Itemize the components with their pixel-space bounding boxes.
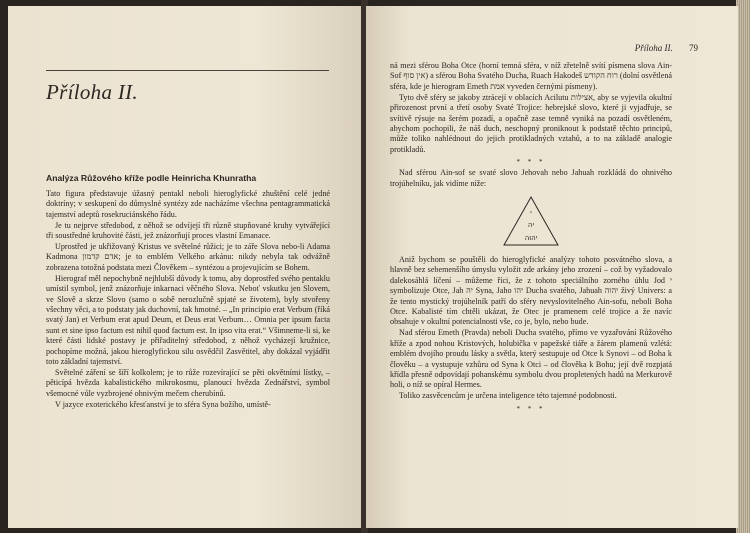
paragraph: Je tu nejprve středobod, z něhož se odvíjejí tři různě stupňované kruhy vytvářející tři soustředné kruhovité části, jež znázorňují proces vlastní Emanace. [46,220,330,241]
section-separator: * * * [516,404,546,413]
triangle-letter-yod: י [530,208,532,217]
left-body-text [46,189,330,410]
paragraph: Uprostřed je ukřižovaný Kristus ve světelné růžici; je to záře Slova nebo-li Adama Kadmona אדם קדמון; je to emblém Velkého arkánu: nikdy nebyla tak odvážně zobrazena totožná podstata mezi Člověkem – syntézou a projevujícím se Bohem. [46,242,330,272]
paragraph: Světelné záření se šíří kolkolem; je to růže rozevírající se pěti okvětními lístky, – pěticípá hvězda kabalistického mikrokosmu, planoucí hvězda Zednářství, symbol všemocné vůle vyzbrojené ohnivým mečem cherubínů. [46,367,330,398]
triangle-letter-yah: יה [527,220,535,229]
paragraph: Tyto dvě sféry se jakoby ztrácejí v oblacích Acilutu אצילות, aby se vyjevila okultní přirozenost první a třetí osoby Svaté Trojice: hebrejské slovo, které ji vyjadřuje, se svítivě rýsuje na šerém pozadí, a opačně zase temně vyniká na pozadí osvětleném, abychom pochopili, že náš duch, neschopný proniknout k podstatě těchto principů, může toliko nahlédnout do jejich protikladných vztahů, a to na základě analogie protikladů. [390,92,672,154]
page-number: 79 [689,43,698,53]
paragraph: Nad sférou Emeth (Pravda) neboli Ducha svatého, přímo ve vyzařování Růžového kříže a zpod nohou Kristových, holubička v papežské tiáře a žárem plamenů vzlétá: emblém dvojího proudu lásky a světla, který sestupuje od Otce k Synovi – od Boha k člověku – a vystupuje vzhůru od Syna k Otci – od člověka k Bohu; její dvě rozpjatá křídla přesně odpovídají pohanskému symbolu dvou propletených hadů na Merkurově holi, o níž se opíral Hermes. [390,328,672,390]
page-block-edge [736,0,750,533]
right-body-text [390,61,672,415]
left-page [8,6,363,528]
triangle-letter-yhwh: יהוה [524,233,538,242]
paragraph: Nad sférou Ain-sof se svaté slovo Jehovah nebo Jahuah rozkládá do ohnivého trojúhelníku, jak vidíme níže: [390,168,672,188]
paragraph: ná mezi sférou Boha Otce (horní temná sféra, v níž zřetelně svítí písmena slova Ain-Sof אין סוף) a sférou Boha Svatého Ducha, Ruach Hakodeš רוח הקודש (dolní osvětlená sféra, kde je hierogram Emeth אמת vyveden černými písmeny). [390,61,672,91]
running-head [635,43,698,53]
chapter-title: Příloha II. [46,80,138,104]
right-page [366,6,738,528]
paragraph: V jazyce exoterického křesťanství je to sféra Syna božího, umístě- [55,399,271,409]
section-heading: Analýza Růžového kříže podle Heinricha Khunratha [46,173,257,183]
triangle-figure [501,195,561,247]
paragraph: Tato figura představuje úžasný pentakl neboli hieroglyfické zhuštění celé jedné doktríny; v seskupení do důmyslné syntézy zde nacházíme všechna pentagrammatická tajemství adeptů rosekruciánského řádu. [46,189,330,219]
paragraph: Hierograf měl nepochybně nejhlubší důvody k tomu, aby doprostřed svého pentaklu umístil symbol, jenž znázorňuje inkarnaci věčného Slova. Neboť vskutku jen Slovem, ve Slově a skrze Slovo (samo o sobě nerozlučně spjaté se životem), byly stvořeny všechny věci, a to podstaty jak duchovní, tak hmotné. – „In principio erat Verbum (říká svatý Jan) et Verbum erat apud Deum, et Deus erat Verbum… Omnia per ipsum facta sunt et sine ipso factum est nihil quod factum est. In ipso vita erat.“ Všimneme-li si, ke které části lidské postavy je přiřaditelný středobod, z něhož vycházejí kružnice, pochopíme možná, jakou hieroglyfickou silu osvědčil Zasvětitel, aby dokázal vyjádřit toto základní tajemství. [46,273,330,366]
paragraph: Aniž bychom se pouštěli do hieroglyfické analýzy tohoto posvátného slova, a hlavně bez sebemenšího úmyslu vyložit zde arkány jeho zrození – což by vyžadovalo dalekosáhlá líčení – můžeme říci, že z tohoto speciálního zorného úhlu Jod י symbolizuje Otce, Jah יה Syna, Jaho יהו Ducha svatého, Jahuah יהוה živý Univers: a že tento mystický trojúhelník patří do sféry nevyslovitelného Ain-sofu, neboli Boha Otce. Kabalisté tím chtěli ukázat, že Otec je pramenem celé trojice a že navíc obsahuje v okultní potencialnosti vše, co je, bylo, nebo bude. [390,254,673,327]
section-separator: * * * [516,158,546,167]
chapter-rule [46,70,329,71]
tetragrammaton-triangle [390,195,672,247]
paragraph: Toliko zasvěcencům je určena inteligence této tajemné podobnosti. [399,391,617,401]
running-head-title: Příloha II. [634,43,673,53]
